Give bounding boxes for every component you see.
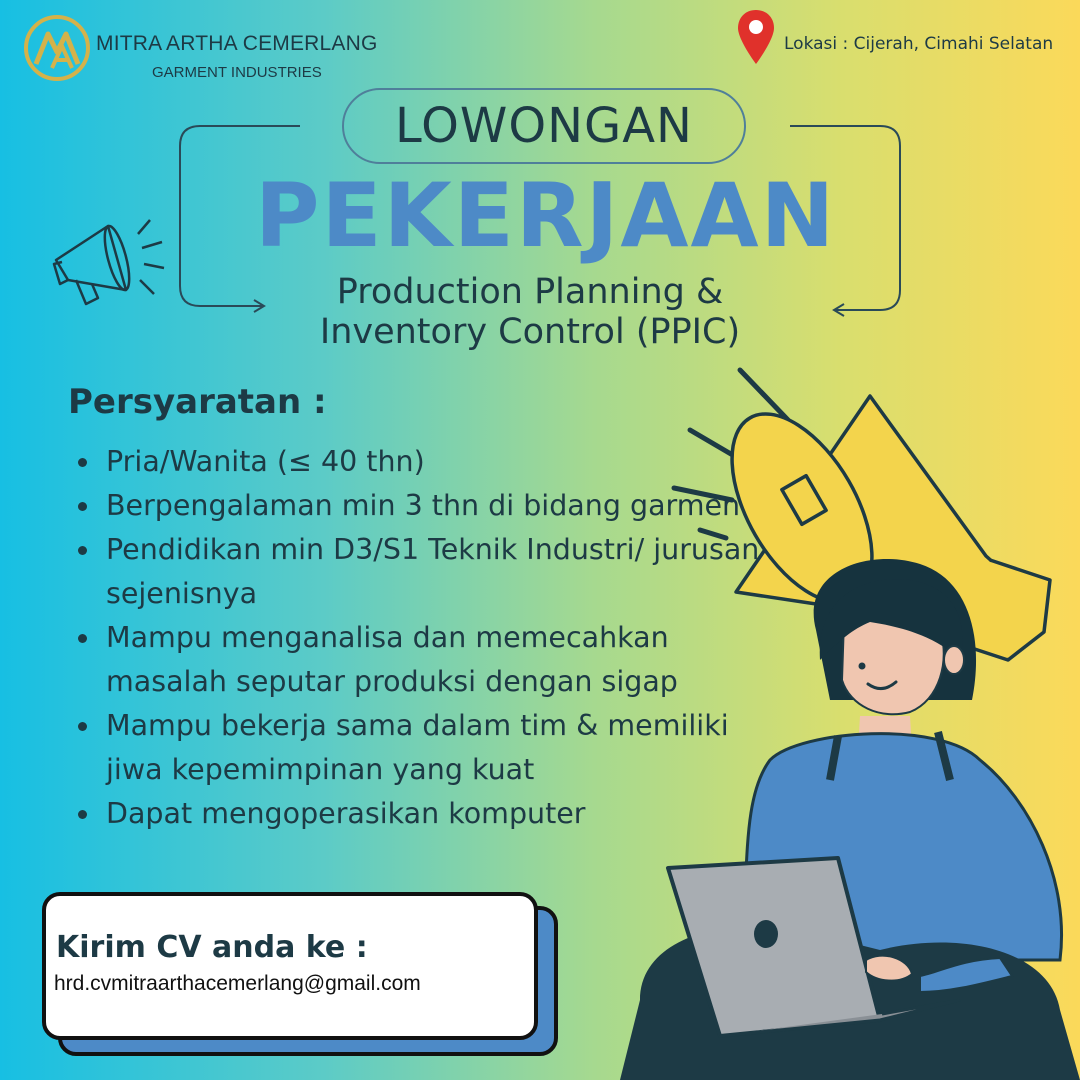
pill-label: LOWONGAN [395, 98, 693, 154]
megaphone-icon [46, 198, 176, 318]
company-subtitle: GARMENT INDUSTRIES [152, 64, 322, 81]
list-item: Pria/Wanita (≤ 40 thn) [78, 440, 768, 484]
list-item: Mampu bekerja sama dalam tim & memiliki jiwa kepemimpinan yang kuat [78, 704, 768, 792]
list-item: Dapat mengoperasikan komputer [78, 792, 768, 836]
list-item: Pendidikan min D3/S1 Teknik Industri/ jurusan sejenisnya [78, 528, 768, 616]
cv-heading: Kirim CV anda ke : [56, 930, 368, 965]
location-text: Lokasi : Cijerah, Cimahi Selatan [784, 34, 1054, 54]
job-title-line-1: Production Planning & [336, 272, 724, 312]
cv-email-link[interactable]: hrd.cvmitraarthacemerlang@gmail.com [54, 972, 421, 995]
company-logo [22, 12, 92, 84]
list-item: Mampu menganalisa dan memecahkan masalah seputar produksi dengan sigap [78, 616, 768, 704]
job-title [240, 272, 820, 352]
map-pin-icon [736, 8, 776, 66]
woman-with-laptop-illustration [620, 360, 1080, 1080]
cv-card [42, 892, 538, 1040]
list-item: Berpengalaman min 3 thn di bidang garmen [78, 484, 768, 528]
job-title-line-2: Inventory Control (PPIC) [319, 312, 741, 352]
headline: PEKERJAAN [255, 164, 837, 267]
company-name: MITRA ARTHA CEMERLANG [96, 32, 378, 55]
requirements-heading: Persyaratan : [68, 382, 327, 422]
title-pill [342, 88, 746, 164]
